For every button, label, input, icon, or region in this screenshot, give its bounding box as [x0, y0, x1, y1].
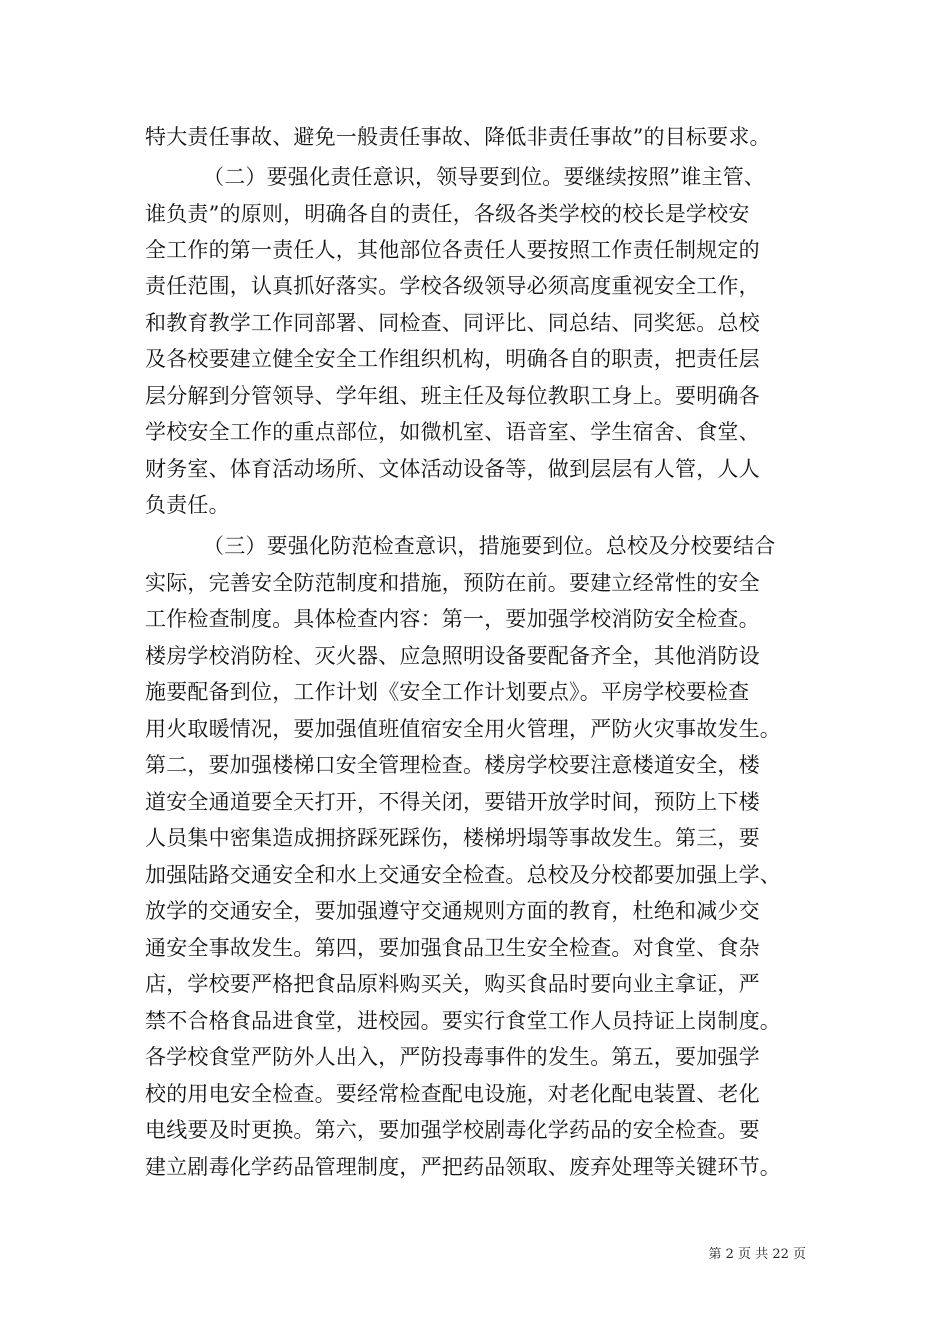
text-line: 负责任。 — [145, 493, 230, 517]
text-line: 禁不合格食品进食堂，进校园。要实行食堂工作人员持证上岗制度。 — [145, 1009, 781, 1033]
text-line: 层分解到分管领导、学年组、班主任及每位教职工身上。要明确各 — [145, 384, 760, 408]
text-line: 学校安全工作的重点部位，如微机室、语音室、学生宿舍、食堂、 — [145, 420, 760, 444]
text-line: 道安全通道要全天打开，不得关闭，要错开放学时间，预防上下楼 — [145, 790, 760, 814]
text-line: 建立剧毒化学药品管理制度，严把药品领取、废弃处理等关键环节。 — [145, 1155, 781, 1179]
text-line: 人员集中密集造成拥挤踩死踩伤，楼梯坍塌等事故发生。第三，要 — [145, 826, 760, 850]
text-line: 楼房学校消防栓、灭火器、应急照明设备要配备齐全，其他消防设 — [145, 644, 760, 668]
page-number-footer: 第 2 页 共 22 页 — [708, 1247, 806, 1262]
text-line: 和教育教学工作同部署、同检查、同评比、同总结、同奖惩。总校 — [145, 311, 760, 335]
text-line: 及各校要建立健全安全工作组织机构，明确各自的职责，把责任层 — [145, 347, 760, 371]
text-line: 全工作的第一责任人，其他部位各责任人要按照工作责任制规定的 — [145, 238, 760, 262]
text-line: 施要配备到位，工作计划《安全工作计划要点》。平房学校要检查 — [145, 680, 750, 704]
text-line-section-2-heading: （二）要强化责任意识，领导要到位。要继续按照”谁主管、 — [203, 165, 766, 189]
text-line: 校的用电安全检查。要经常检查配电设施，对老化配电装置、老化 — [145, 1082, 760, 1106]
text-line-section-3-heading: （三）要强化防范检查意识，措施要到位。总校及分校要结合 — [203, 534, 776, 558]
text-line: 通安全事故发生。第四，要加强食品卫生安全检查。对食堂、食杂 — [145, 936, 760, 960]
text-line: 责任范围，认真抓好落实。学校各级领导必须高度重视安全工作， — [145, 274, 760, 298]
text-line: 用火取暖情况，要加强值班值宿安全用火管理，严防火灾事故发生。 — [145, 717, 781, 741]
text-line: 放学的交通安全，要加强遵守交通规则方面的教育，杜绝和减少交 — [145, 899, 760, 923]
text-line: 加强陆路交通安全和水上交通安全检查。总校及分校都要加强上学、 — [145, 863, 781, 887]
text-line: 第二，要加强楼梯口安全管理检查。楼房学校要注意楼道安全，楼 — [145, 753, 760, 777]
text-line: 实际，完善安全防范制度和措施，预防在前。要建立经常性的安全 — [145, 571, 760, 595]
text-line: 财务室、体育活动场所、文体活动设备等，做到层层有人管，人人 — [145, 457, 760, 481]
text-line: 谁负责”的原则，明确各自的责任，各级各类学校的校长是学校安 — [145, 202, 750, 226]
text-line: 工作检查制度。具体检查内容：第一，要加强学校消防安全检查。 — [145, 607, 760, 631]
text-line: 各学校食堂严防外人出入，严防投毒事件的发生。第五，要加强学 — [145, 1045, 760, 1069]
text-line: 店，学校要严格把食品原料购买关，购买食品时要向业主拿证，严 — [145, 972, 760, 996]
text-line: 电线要及时更换。第六，要加强学校剧毒化学药品的安全检查。要 — [145, 1118, 760, 1142]
text-line: 特大责任事故、避免一般责任事故、降低非责任事故”的目标要求。 — [145, 125, 771, 149]
